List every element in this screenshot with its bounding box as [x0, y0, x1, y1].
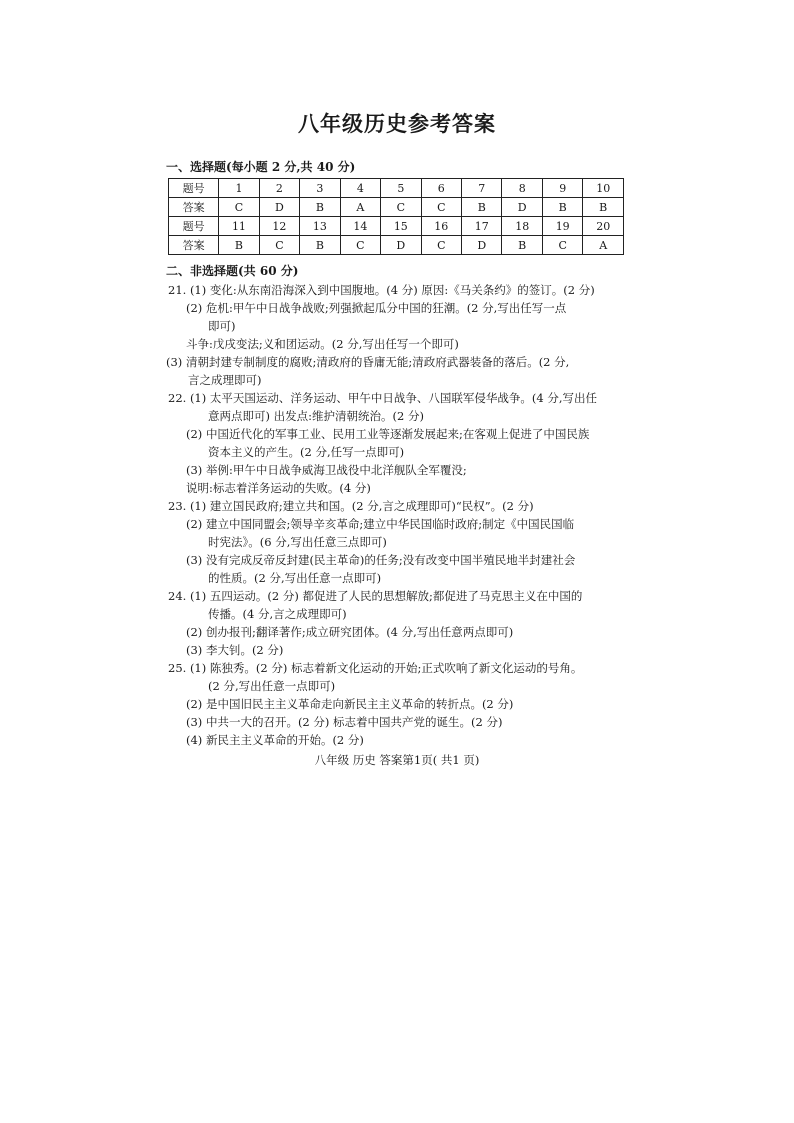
table-cell: 20	[583, 217, 624, 236]
page-footer: 八年级 历史 答案第1页( 共1 页)	[314, 753, 480, 767]
answer-line: 意两点即可) 出发点:维护清朝统治。(2 分)	[208, 409, 424, 423]
answer-line: 传播。(4 分,言之成理即可)	[208, 607, 347, 621]
table-cell: 1	[219, 179, 259, 198]
table-cell: 19	[542, 217, 582, 236]
table-row	[169, 198, 624, 217]
table-cell: C	[340, 236, 380, 255]
table-cell: 7	[462, 179, 502, 198]
table-cell: 12	[259, 217, 299, 236]
table-cell: 6	[421, 179, 461, 198]
answer-line: 23. (1) 建立国民政府;建立共和国。(2 分,言之成理即可)“民权”。(2 分)	[168, 499, 534, 513]
table-cell: 8	[502, 179, 542, 198]
table-cell: 2	[259, 179, 299, 198]
table-cell: B	[583, 198, 624, 217]
table-cell: C	[381, 198, 421, 217]
table-cell: D	[259, 198, 299, 217]
table-cell: 16	[421, 217, 461, 236]
answer-line: (2) 建立中国同盟会;领导辛亥革命;建立中华民国临时政府;制定《中国民国临	[186, 517, 575, 531]
table-cell: A	[340, 198, 380, 217]
table-cell: C	[421, 236, 461, 255]
answer-line: 22. (1) 太平天国运动、洋务运动、甲午中日战争、八国联军侵华战争。(4 分,写出任	[168, 391, 597, 405]
table-cell: D	[502, 198, 542, 217]
answer-line: 即可)	[208, 319, 236, 333]
answer-line: (3) 李大钊。(2 分)	[186, 643, 284, 657]
answer-line: (3) 没有完成反帝反封建(民主革命)的任务;没有改变中国半殖民地半封建社会	[186, 553, 576, 567]
table-cell: D	[462, 236, 502, 255]
table-cell: A	[583, 236, 624, 255]
table-cell: 答案	[169, 236, 219, 255]
table-cell: C	[421, 198, 461, 217]
table-cell: C	[219, 198, 259, 217]
table-cell: 11	[219, 217, 259, 236]
table-cell: B	[542, 198, 582, 217]
answer-line: (3) 举例:甲午中日战争威海卫战役中北洋舰队全军覆没;	[186, 463, 467, 477]
table-cell: B	[300, 236, 340, 255]
table-cell: C	[259, 236, 299, 255]
answer-line: (2) 中国近代化的军事工业、民用工业等逐渐发展起来;在客观上促进了中国民族	[186, 427, 590, 441]
answer-line: (4) 新民主主义革命的开始。(2 分)	[186, 733, 364, 747]
table-cell: 18	[502, 217, 542, 236]
table-row	[169, 236, 624, 255]
table-cell: 13	[300, 217, 340, 236]
table-cell: D	[381, 236, 421, 255]
table-row	[169, 217, 624, 236]
section-heading-nonchoice: 二、非选择题(共 60 分)	[166, 264, 299, 278]
page-title: 八年级历史参考答案	[298, 111, 496, 136]
section-heading-choice: 一、选择题(每小题 2 分,共 40 分)	[166, 160, 356, 174]
table-cell: B	[502, 236, 542, 255]
table-cell: 14	[340, 217, 380, 236]
answer-line: (3) 清朝封建专制制度的腐败;清政府的昏庸无能;清政府武器装备的落后。(2 分,	[166, 355, 570, 369]
table-cell: 题号	[169, 179, 219, 198]
table-cell: 答案	[169, 198, 219, 217]
answer-table	[168, 178, 624, 255]
answer-line: 时宪法》。(6 分,写出任意三点即可)	[208, 535, 387, 549]
answer-line: 24. (1) 五四运动。(2 分) 都促进了人民的思想解放;都促进了马克思主义在中国的	[168, 589, 583, 603]
answer-line: 言之成理即可)	[188, 373, 262, 387]
answer-line: (2) 创办报刊;翻译著作;成立研究团体。(4 分,写出任意两点即可)	[186, 625, 514, 639]
table-cell: 5	[381, 179, 421, 198]
table-cell: 题号	[169, 217, 219, 236]
answer-line: (2) 危机:甲午中日战争战败;列强掀起瓜分中国的狂潮。(2 分,写出任写一点	[186, 301, 567, 315]
table-cell: 4	[340, 179, 380, 198]
table-cell: 3	[300, 179, 340, 198]
answer-line: 的性质。(2 分,写出任意一点即可)	[208, 571, 382, 585]
table-cell: B	[219, 236, 259, 255]
answer-line: 资本主义的产生。(2 分,任写一点即可)	[208, 445, 405, 459]
table-cell: 10	[583, 179, 624, 198]
table-cell: 15	[381, 217, 421, 236]
answer-line: 斗争:戊戌变法;义和团运动。(2 分,写出任写一个即可)	[186, 337, 459, 351]
answer-line: (3) 中共一大的召开。(2 分) 标志着中国共产党的诞生。(2 分)	[186, 715, 503, 729]
table-cell: B	[300, 198, 340, 217]
answer-line: (2) 是中国旧民主主义革命走向新民主主义革命的转折点。(2 分)	[186, 697, 514, 711]
table-row	[169, 179, 624, 198]
answer-line: 25. (1) 陈独秀。(2 分) 标志着新文化运动的开始;正式吹响了新文化运动的号角。	[168, 661, 583, 675]
table-cell: B	[462, 198, 502, 217]
table-cell: C	[542, 236, 582, 255]
answer-line: (2 分,写出任意一点即可)	[208, 679, 336, 693]
answer-line: 说明:标志着洋务运动的失败。(4 分)	[186, 481, 371, 495]
table-cell: 9	[542, 179, 582, 198]
answer-line: 21. (1) 变化:从东南沿海深入到中国腹地。(4 分) 原因:《马关条约》的签订。(2 分)	[168, 283, 595, 297]
table-cell: 17	[462, 217, 502, 236]
